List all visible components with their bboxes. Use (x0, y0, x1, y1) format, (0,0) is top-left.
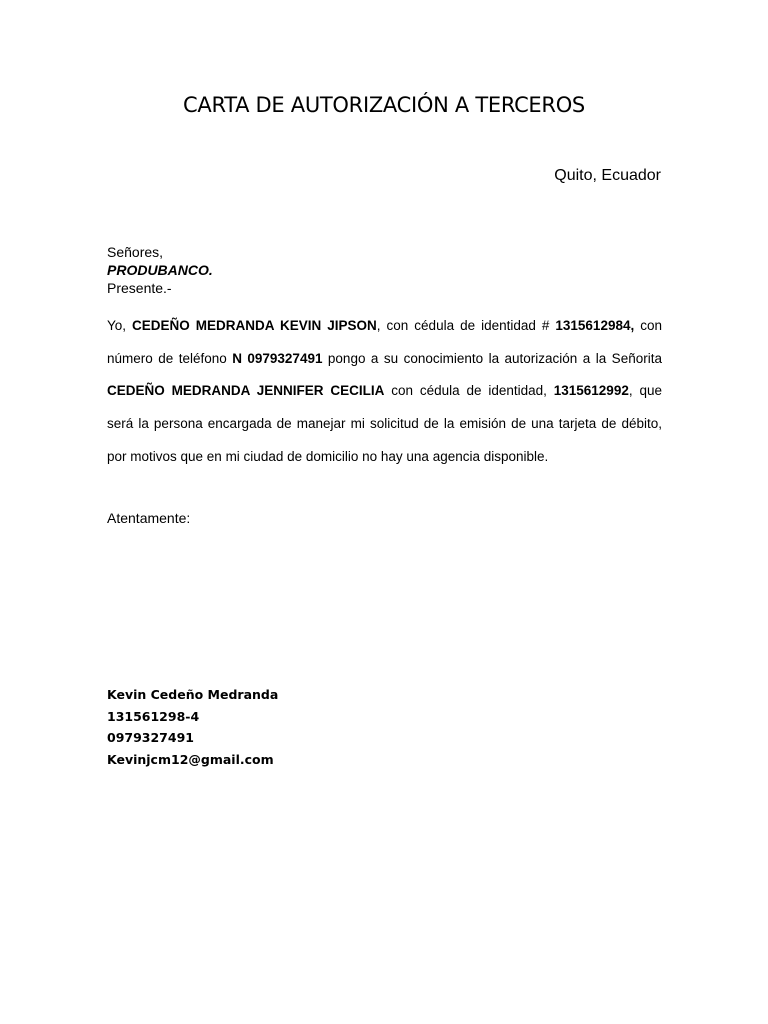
body-bold-sender-phone: N 0979327491 (232, 350, 323, 366)
body-text-4: pongo a su conocimiento la autorización a la Señorita (322, 350, 662, 366)
letter-greeting (107, 243, 213, 297)
body-bold-sender-name: CEDEÑO MEDRANDA KEVIN JIPSON (132, 318, 377, 333)
letter-closing: Atentamente: (107, 510, 191, 526)
greeting-salutation: Señores, (107, 244, 164, 260)
signature-email: Kevinjcm12@gmail.com (107, 752, 274, 768)
body-text-1: Yo, (107, 318, 133, 333)
letter-place: Quito, Ecuador (554, 167, 661, 184)
signature-block (107, 684, 278, 771)
greeting-bank: PRODUBANCO. (107, 262, 213, 278)
body-text-2: , con cédula de identidad # (376, 318, 556, 333)
signature-phone: 0979327491 (107, 730, 194, 746)
body-text-3: con número de teléfono (107, 318, 662, 366)
body-bold-authorized-id: 1315612992 (553, 383, 629, 399)
body-text-6: , que será la persona encargada de manejar mi solicitud de la emisión de una tarjeta de débito, por motivos que en mi ciudad de domicilio no hay una agencia disponible. (107, 383, 662, 464)
signature-id: 131561298-4 (107, 708, 200, 724)
signature-name: Kevin Cedeño Medranda (107, 687, 279, 702)
body-text-5: con cédula de identidad, (384, 383, 554, 399)
body-bold-authorized-name: CEDEÑO MEDRANDA JENNIFER CECILIA (107, 383, 385, 399)
body-bold-sender-id: 1315612984, (555, 318, 635, 333)
letter-body (107, 310, 662, 474)
letter-title: CARTA DE AUTORIZACIÓN A TERCEROS (183, 93, 585, 117)
greeting-presente: Presente.- (107, 280, 172, 296)
